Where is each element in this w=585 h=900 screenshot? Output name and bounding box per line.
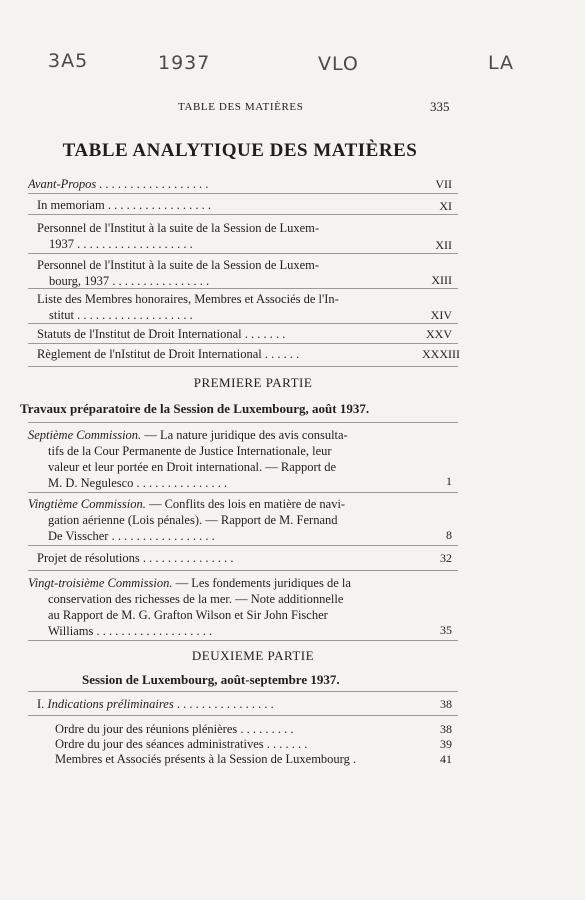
toc-entry-text: conservation des richesses de la mer. — Note additionnelle [48, 592, 344, 606]
handwritten-note: 3A5 [48, 50, 89, 72]
toc-page-number: XIV [430, 308, 452, 322]
part-heading: PREMIERE PARTIE [193, 375, 313, 390]
toc-entry-text: Membres et Associés présents à la Session de Luxembourg . [55, 752, 357, 766]
toc-entry-text: Personnel de l'Institut à la suite de la Session de Luxem- [37, 258, 320, 272]
toc-entry-text: bourg, 1937 . . . . . . . . . . . . . . . . [49, 274, 210, 288]
toc-entry-text: Ordre du jour des réunions plénières . . . . . . . . . [55, 722, 294, 736]
toc-page-number: XII [435, 238, 452, 252]
toc-entry-text: Williams . . . . . . . . . . . . . . . . . . . [48, 624, 213, 638]
toc-entry-text: Règlement de l'nIstitut de Droit International . . . . . . [37, 347, 300, 361]
divider [28, 715, 458, 716]
divider [28, 691, 458, 692]
divider [28, 214, 458, 215]
section-title: Indications préliminaires [47, 697, 174, 711]
toc-entry [28, 496, 423, 544]
toc-page-number: 8 [446, 528, 452, 542]
divider [28, 253, 458, 254]
toc-entry [28, 427, 423, 491]
toc-entry [37, 291, 422, 323]
toc-entry [37, 696, 422, 712]
toc-entry [55, 721, 420, 737]
handwritten-note: VLO [318, 53, 359, 75]
toc-entry-text: 1937 . . . . . . . . . . . . . . . . . . . [49, 237, 193, 251]
toc-entry-text: gation aérienne (Lois pénales). — Rapport de M. Fernand [48, 513, 338, 527]
toc-entry-text: stitut . . . . . . . . . . . . . . . . . . . [49, 308, 193, 322]
toc-entry-text: — Les fondements juridiques de la [172, 576, 351, 590]
toc-entry-text: Liste des Membres honoraires, Membres et Associés de l'In- [37, 292, 339, 306]
toc-entry-text: De Visscher . . . . . . . . . . . . . . . . . [48, 529, 215, 543]
divider [28, 343, 458, 344]
toc-entry-text: Ordre du jour des séances administratives . . . . . . . [55, 737, 308, 751]
handwritten-note: LA [488, 52, 515, 74]
toc-entry [28, 176, 423, 192]
toc-entry [28, 575, 423, 639]
divider [28, 366, 458, 367]
page-title: TABLE ANALYTIQUE DES MATIÈRES [62, 140, 418, 161]
toc-entry [37, 197, 422, 213]
toc-page-number: 1 [446, 474, 452, 488]
toc-page-number: XXXIII [422, 347, 460, 361]
toc-entry [37, 257, 422, 289]
toc-entry-text: In memoriam . . . . . . . . . . . . . . . . . [37, 198, 211, 212]
toc-page-number: 32 [440, 551, 452, 565]
section-number: I. [37, 697, 48, 711]
toc-page-number: 38 [440, 722, 452, 736]
toc-entry-text: M. D. Negulesco . . . . . . . . . . . . . . . [48, 476, 228, 490]
toc-entry-text: — Conflits des lois en matière de navi- [145, 497, 346, 511]
toc-entry-text: valeur et leur portée en Droit international. — Rapport de [48, 460, 337, 474]
divider [28, 323, 458, 324]
toc-page-number: 35 [440, 623, 452, 637]
toc-entry [55, 736, 420, 752]
toc-entry-text: Statuts de l'Institut de Droit International . . . . . . . [37, 327, 286, 341]
toc-entry-text: Projet de résolutions . . . . . . . . . . . . . . . [37, 551, 234, 565]
toc-entry-text: — La nature juridique des avis consulta- [141, 428, 348, 442]
toc-entry [37, 346, 415, 362]
toc-entry-text: au Rapport de M. G. Grafton Wilson et Sir John Fischer [48, 608, 328, 622]
toc-leader-dots: . . . . . . . . . . . . . . . . [173, 697, 274, 711]
divider [28, 492, 458, 493]
toc-page-number: XIII [431, 273, 452, 287]
part-subheading: Travaux préparatoire de la Session de Luxembourg, août 1937. [20, 401, 370, 416]
toc-page-number: 39 [440, 737, 452, 751]
toc-entry [37, 550, 422, 566]
toc-entry-text: Avant-Propos . . . . . . . . . . . . . . . . . . [28, 177, 209, 191]
divider [28, 570, 458, 571]
divider [28, 422, 458, 423]
part-subheading: Session de Luxembourg, août-septembre 1937. [82, 672, 340, 687]
commission-label: Vingt-troisième Commission. [28, 576, 173, 590]
toc-entry-text: tifs de la Cour Permanente de Justice Internationale, leur [48, 444, 332, 458]
toc-page-number: XXV [426, 327, 452, 341]
commission-label: Septième Commission. [28, 428, 142, 442]
toc-page-number: XI [439, 199, 452, 213]
divider [28, 288, 458, 289]
handwritten-note: 1937 [158, 52, 211, 74]
toc-entry-text: Personnel de l'Institut à la suite de la Session de Luxem- [37, 221, 320, 235]
page-number: 335 [430, 99, 450, 114]
toc-page-number: VII [435, 177, 452, 191]
commission-label: Vingtième Commission. [28, 497, 146, 511]
toc-entry [37, 326, 422, 342]
running-head: TABLE DES MATIÈRES [178, 101, 304, 113]
divider [28, 640, 458, 641]
part-heading: DEUXIEME PARTIE [191, 648, 315, 663]
toc-entry [37, 220, 422, 252]
divider [28, 545, 458, 546]
divider [28, 193, 458, 194]
toc-page-number: 38 [440, 697, 452, 711]
toc-page-number: 41 [440, 752, 452, 766]
toc-entry [55, 751, 420, 767]
